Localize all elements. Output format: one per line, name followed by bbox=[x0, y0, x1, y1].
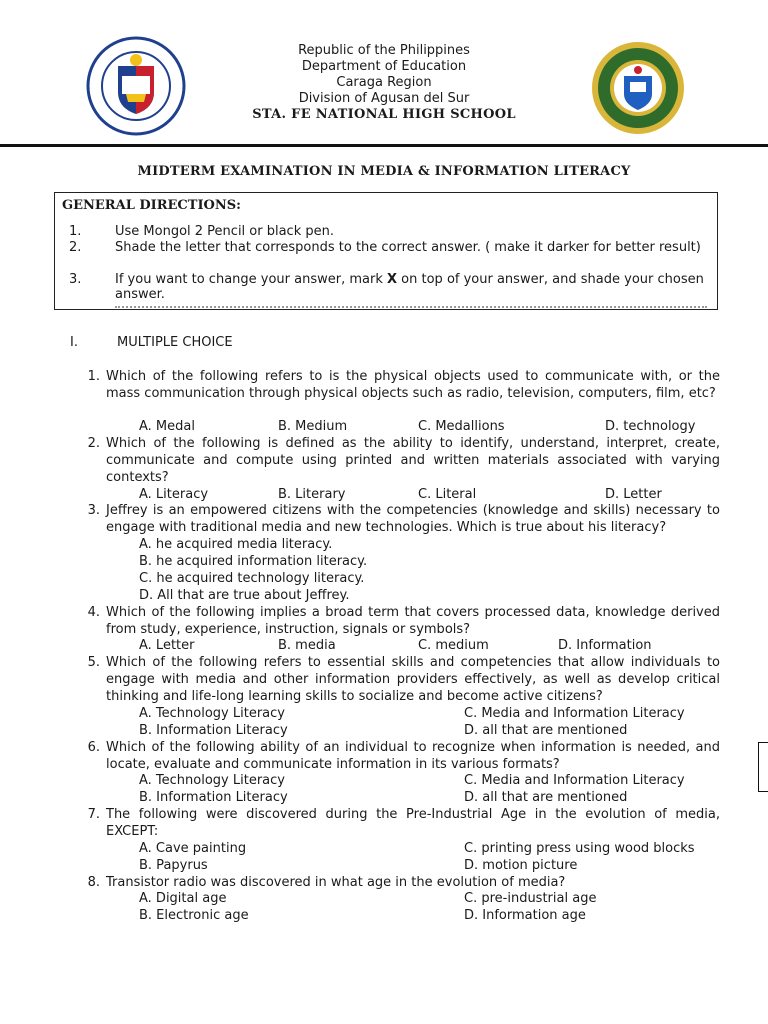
page-edge-bracket bbox=[758, 742, 768, 792]
answer-option[interactable]: D. technology bbox=[605, 419, 696, 434]
answer-option[interactable]: D. Information bbox=[558, 638, 652, 653]
answer-option[interactable]: A. Medal bbox=[139, 419, 195, 434]
question-number: 6. bbox=[87, 740, 100, 755]
answer-option[interactable]: B. Medium bbox=[278, 419, 348, 434]
answer-option[interactable]: C. Media and Information Literacy bbox=[464, 773, 685, 788]
answer-option[interactable]: D. Information age bbox=[464, 908, 586, 923]
section-title: MULTIPLE CHOICE bbox=[117, 335, 233, 350]
question-number: 7. bbox=[87, 807, 100, 822]
direction-text-part: on top of your answer, and shade your chosen answer. bbox=[115, 272, 704, 302]
answer-option[interactable]: B. Information Literacy bbox=[139, 790, 288, 805]
question bbox=[84, 740, 720, 774]
question-text: Transistor radio was discovered in what age in the evolution of media? bbox=[106, 875, 566, 890]
answer-option[interactable]: C. Media and Information Literacy bbox=[464, 706, 685, 721]
answer-option[interactable]: D. All that are true about Jeffrey. bbox=[139, 588, 350, 603]
question-number: 3. bbox=[87, 503, 100, 518]
question bbox=[84, 503, 720, 537]
header-divider bbox=[0, 144, 768, 147]
answer-option[interactable]: B. he acquired information literacy. bbox=[139, 554, 368, 569]
deped-seal-logo bbox=[86, 36, 186, 136]
header-line-division: Division of Agusan del Sur bbox=[298, 91, 470, 106]
direction-text: Use Mongol 2 Pencil or black pen. bbox=[115, 224, 334, 239]
answer-option[interactable]: B. media bbox=[278, 638, 336, 653]
answer-option[interactable]: D. motion picture bbox=[464, 858, 578, 873]
question-text: Jeffrey is an empowered citizens with the competencies (knowledge and skills) necessary to engage with traditional media and new technologies. Which is true about his literacy? bbox=[106, 503, 720, 535]
school-seal-logo bbox=[590, 40, 686, 136]
answer-option[interactable]: A. he acquired media literacy. bbox=[139, 537, 333, 552]
answer-option[interactable]: B. Papyrus bbox=[139, 858, 208, 873]
direction-number: 2. bbox=[69, 240, 82, 255]
direction-text-bold: X bbox=[387, 272, 398, 287]
header-block bbox=[200, 43, 568, 123]
answer-option[interactable]: A. Literacy bbox=[139, 487, 209, 502]
question-text: Which of the following refers to essential skills and competencies that allow individuals to engage with media and other information providers effectively, as well as develop critical thinking and life-long learning skills to socialize and become active citizens? bbox=[106, 655, 720, 704]
school-name: STA. FE NATIONAL HIGH SCHOOL bbox=[252, 107, 516, 122]
direction-text bbox=[115, 272, 705, 302]
header-line-region: Caraga Region bbox=[336, 75, 432, 90]
question bbox=[84, 655, 720, 707]
answer-option[interactable]: B. Information Literacy bbox=[139, 723, 288, 738]
answer-option[interactable]: A. Technology Literacy bbox=[139, 706, 285, 721]
question bbox=[84, 436, 720, 488]
answer-option[interactable]: C. Literal bbox=[418, 487, 477, 502]
direction-text: Shade the letter that corresponds to the correct answer. ( make it darker for better result) bbox=[115, 240, 701, 255]
question-number: 5. bbox=[87, 655, 100, 670]
answer-option[interactable]: C. he acquired technology literacy. bbox=[139, 571, 365, 586]
section-number: I. bbox=[70, 335, 78, 350]
general-directions-box bbox=[54, 192, 718, 310]
question-text: Which of the following implies a broad term that covers processed data, knowledge derived from study, experience, instruction, signals or symbols? bbox=[106, 605, 720, 637]
question-number: 1. bbox=[87, 369, 100, 384]
exam-title: MIDTERM EXAMINATION IN MEDIA & INFORMATION LITERACY bbox=[137, 164, 631, 179]
direction-number: 1. bbox=[69, 224, 82, 239]
answer-option[interactable]: D. all that are mentioned bbox=[464, 790, 628, 805]
answer-option[interactable]: B. Electronic age bbox=[139, 908, 249, 923]
direction-number: 3. bbox=[69, 272, 82, 287]
answer-option[interactable]: C. printing press using wood blocks bbox=[464, 841, 695, 856]
question-text: Which of the following ability of an individual to recognize when information is needed, and locate, evaluate and communicate information in its various formats? bbox=[106, 740, 720, 772]
question bbox=[84, 369, 720, 421]
question-text: Which of the following refers to is the physical objects used to communicate with, or the mass communication through physical objects such as radio, television, computers, film, etc? bbox=[106, 369, 720, 401]
answer-option[interactable]: A. Technology Literacy bbox=[139, 773, 285, 788]
question bbox=[84, 605, 720, 639]
question bbox=[84, 807, 720, 841]
question-number: 8. bbox=[87, 875, 100, 890]
answer-option[interactable]: D. Letter bbox=[605, 487, 662, 502]
question-text: Which of the following is defined as the ability to identify, understand, interpret, create, communicate and compute using printed and written materials associated with varying contexts? bbox=[106, 436, 720, 485]
answer-option[interactable]: A. Cave painting bbox=[139, 841, 247, 856]
answer-option[interactable]: D. all that are mentioned bbox=[464, 723, 628, 738]
direction-text-part: If you want to change your answer, mark bbox=[115, 272, 388, 287]
answer-option[interactable]: B. Literary bbox=[278, 487, 346, 502]
answer-option[interactable]: A. Letter bbox=[139, 638, 195, 653]
answer-option[interactable]: C. medium bbox=[418, 638, 489, 653]
answer-option[interactable]: A. Digital age bbox=[139, 891, 227, 906]
header-line-republic: Republic of the Philippines bbox=[298, 43, 470, 58]
answer-option[interactable]: C. Medallions bbox=[418, 419, 505, 434]
header-line-department: Department of Education bbox=[301, 59, 467, 74]
question-text: The following were discovered during the Pre-Industrial Age in the evolution of media, EXCEPT: bbox=[106, 807, 720, 839]
question-number: 4. bbox=[87, 605, 100, 620]
directions-heading: GENERAL DIRECTIONS: bbox=[62, 198, 241, 213]
answer-option[interactable]: C. pre-industrial age bbox=[464, 891, 597, 906]
cut-off-text-line bbox=[115, 306, 707, 310]
question-number: 2. bbox=[87, 436, 100, 451]
